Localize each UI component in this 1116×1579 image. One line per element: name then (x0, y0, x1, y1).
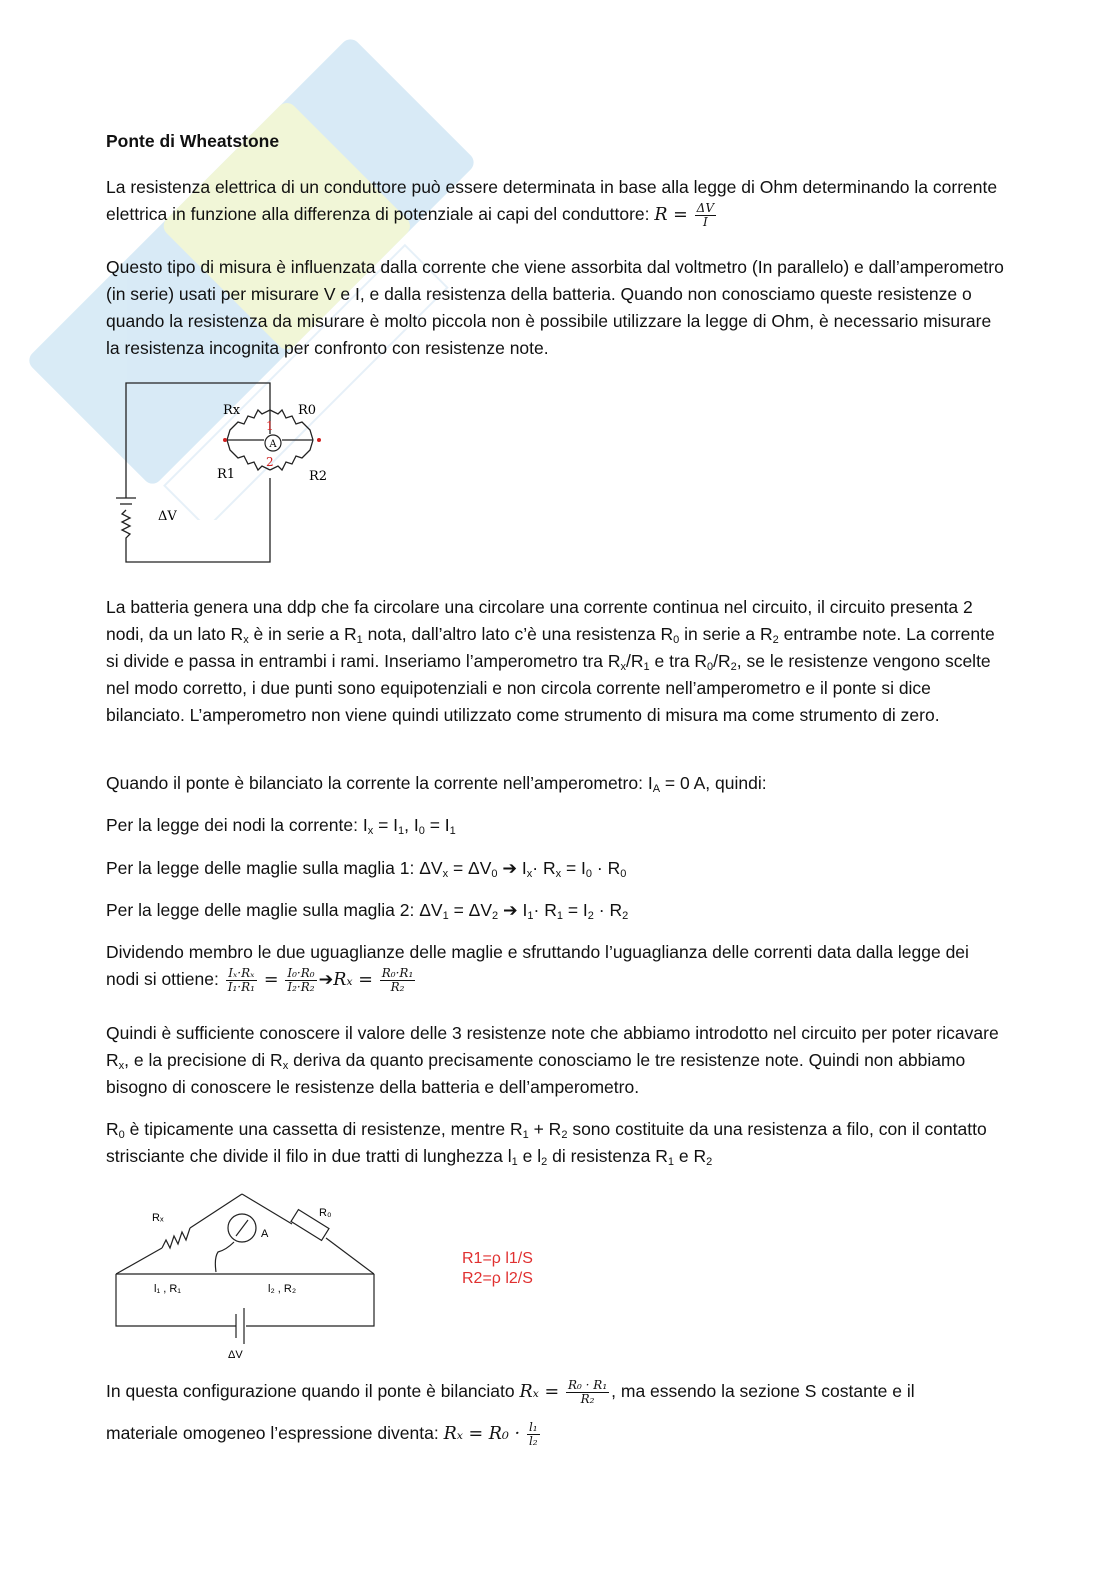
svg-text:A: A (261, 1228, 269, 1240)
paragraph-mesh-2: Per la legge delle maglie sulla maglia 2: $\Delta V_1 = \Delta V_2$ ➔ $I_1\cdot R_1 = I_2 \cdot R_2$ (106, 900, 629, 922)
paragraph-final: materiale omogeneo l’espressione diventa: Rₓ = R₀ · $\frac{\text{l₁}}{\text{l₂}}$ (106, 1419, 538, 1448)
label-r0: R₀ (319, 1207, 332, 1219)
paragraph-intro: La resistenza elettrica di un conduttore può essere determinata in base alla legge di Ohm determinando la corrente elettrica in funzione alla differenza di potenziale ai capi del conduttore: R = $\frac{\Delta V}{I}$ (106, 177, 998, 229)
label-l2: l₂ , R₂ (268, 1283, 297, 1295)
arrow-right-icon: ➔ (318, 969, 334, 989)
red-note (462, 1249, 662, 1289)
label-r2: R2 (309, 469, 328, 484)
label-l1: l₁ , R₁ (154, 1283, 181, 1295)
paragraph-division: Dividendo membro le due uguaglianze delle maglie e sfruttando l’uguaglianza delle correnti data dalla legge dei nodi si ottiene: $\frac{\text{Iₓ·Rₓ}}{\text{I₁·R₁}}$ = $\frac{\text{I₀·R₀}}{\text{I₂·R₂}}$ ➔Rₓ = $\frac{\text{R₀·R₁}}{\text{R₂}}$ (106, 942, 969, 994)
red-note-line-2: R2=ρ l2/S (462, 1270, 533, 1287)
label-r0: R0 (298, 403, 317, 418)
paragraph-battery: La batteria genera una ddp che fa circolare una circolare una corrente continua nel circuito, il circuito presenta 2 nodi, da un lato $R_x$ è in serie a $R_1$ nota, dall’altro lato c’è una resistenza $R_0$ in serie a $R_2$ entrambe note. La corrente si divide e passa in entrambi i rami. Inseriamo l’amperometro tra $R_x/R_1$ e tra $R_0/R_2$, se le resistenze vengono scelte nel modo corretto, i due punti sono equipotenziali e non circola corrente nell’amperometro e il ponte si dice bilanciato. L’amperometro non viene quindi utilizzato come strumento di misura ma come strumento di zero. (106, 597, 995, 725)
wheatstone-diagram-2 (106, 1186, 386, 1366)
red-note-line-1: R1=ρ l1/S (462, 1250, 533, 1267)
label-rx: Rₓ (152, 1212, 164, 1224)
resistor-icon (162, 1228, 190, 1248)
node-1: 1 (266, 419, 274, 433)
label-r1: R1 (217, 467, 236, 482)
svg-text:A: A (269, 439, 277, 450)
paragraph-sufficient: Quindi è sufficiente conoscere il valore delle 3 resistenze note che abbiamo introdotto nel circuito per poter ricavare $R_x$, e la precisione di $R_x$ deriva da quanto precisamente conosciamo le tre resistenze note. Quindi non abbiamo bisogno di conoscere le resistenze della batteria e dell’amperometro. (106, 1023, 999, 1097)
page-title: Ponte di Wheatstone (106, 131, 280, 151)
paragraph-wire: $R_0$ è tipicamente una cassetta di resistenze, mentre $R_1 + R_2$ sono costituite da una resistenza a filo, con il contatto strisciante che divide il filo in due tratti di lunghezza $l_1$ e $l_2$ di resistenza $R_1$ e $R_2$ (106, 1119, 987, 1168)
label-dv: ΔV (158, 509, 177, 524)
label-rx: Rx (223, 403, 241, 418)
wheatstone-diagram-1 (106, 378, 336, 568)
paragraph-balanced: Quando il ponte è bilanciato la corrente la corrente nell’amperometro: $I_A = 0$ A, quindi: (106, 773, 767, 795)
label-dv: ΔV (228, 1349, 243, 1361)
paragraph-mesh-1: Per la legge delle maglie sulla maglia 1: $\Delta V_x = \Delta V_0$ ➔ $I_x\cdot R_x = I_0 \cdot R_0$ (106, 858, 627, 880)
paragraph-measurement: Questo tipo di misura è influenzata dalla corrente che viene assorbita dal voltmetro (In parallelo) e dall’amperometro (in serie) usati per misurare V e I, e dalla resistenza della batteria. Quando non conosciamo queste resistenze o quando la resistenza da misurare è molto piccola non è possibile utilizzare la legge di Ohm, è necessario misurare la resistenza incognita per confronto con resistenze note. (106, 257, 1004, 358)
node-2: 2 (266, 455, 274, 469)
paragraph-configuration: In questa configurazione quando il ponte è bilanciato Rₓ = $\frac{\text{R₀ · R₁}}{\text{R₂}}$ , ma essendo la sezione S costante e il (106, 1377, 915, 1406)
paragraph-nodes-law: Per la legge dei nodi la corrente: $I_x = I_1$, $I_0 = I_1$ (106, 815, 456, 837)
formula-ohm: $\frac{\Delta V}{I}$ (696, 200, 714, 229)
resistor-icon (122, 510, 130, 543)
